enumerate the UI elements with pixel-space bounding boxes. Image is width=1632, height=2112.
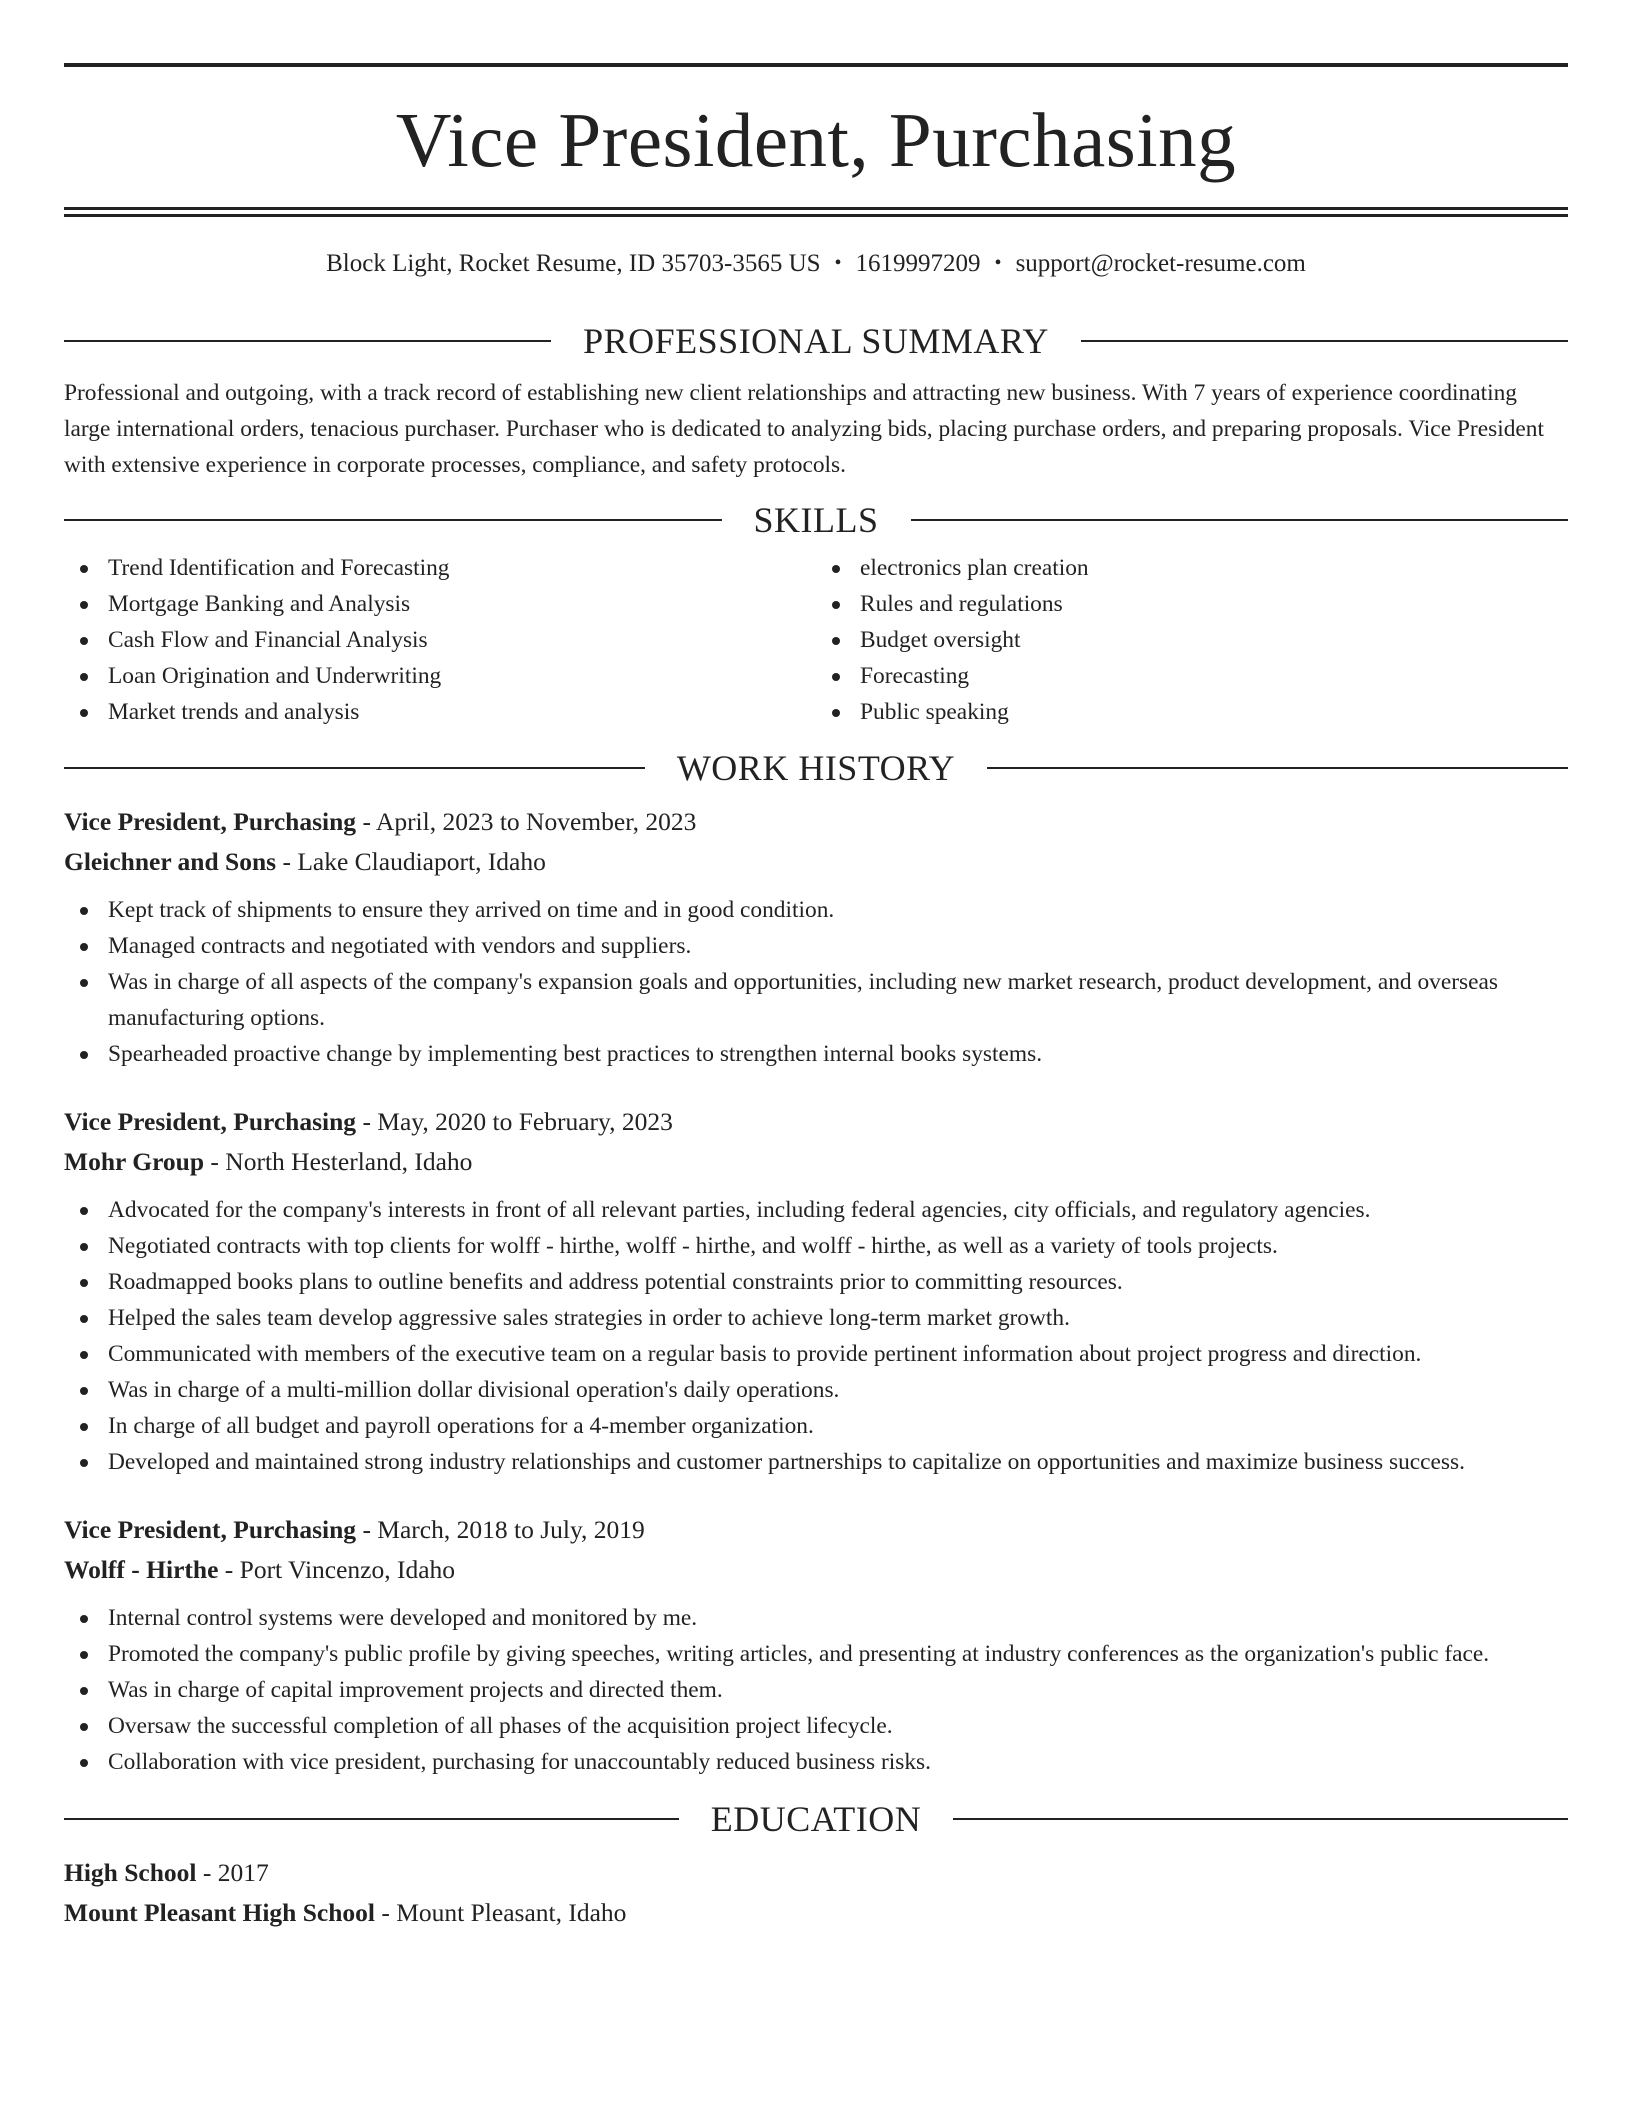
section-heading-summary: [64, 323, 1568, 359]
job-title: Vice President, Purchasing: [64, 1107, 357, 1136]
job-bullet: Spearheaded proactive change by implementing best practices to strengthen internal books systems.: [64, 1036, 1568, 1072]
skill-item: Public speaking: [816, 694, 1568, 730]
section-title-summary: PROFESSIONAL SUMMARY: [583, 321, 1049, 361]
section-heading-work: [64, 750, 1568, 786]
job-bullet: Roadmapped books plans to outline benefits and address potential constraints prior to committing resources.: [64, 1264, 1568, 1300]
job-location: - Port Vincenzo, Idaho: [218, 1555, 456, 1584]
job-bullet: Collaboration with vice president, purchasing for unaccountably reduced business risks.: [64, 1744, 1568, 1780]
job-bullet: Kept track of shipments to ensure they arrived on time and in good condition.: [64, 892, 1568, 928]
heading-rule-left: [64, 767, 645, 769]
top-rule: [64, 63, 1568, 67]
job-entry: [64, 1510, 1568, 1780]
title-double-rule: [64, 207, 1568, 217]
job-title-line: [64, 802, 1568, 842]
heading-rule-left: [64, 1818, 679, 1820]
job-entry: [64, 1102, 1568, 1480]
job-bullets: [64, 1600, 1568, 1780]
contact-phone: 1619997209: [855, 250, 981, 277]
education-entry: [64, 1853, 1568, 1933]
section-heading-skills: [64, 502, 1568, 538]
contact-separator: •: [834, 252, 842, 274]
heading-rule-right: [911, 519, 1569, 521]
job-bullet: Was in charge of capital improvement projects and directed them.: [64, 1672, 1568, 1708]
job-company-line: [64, 842, 1568, 882]
heading-rule-left: [64, 340, 551, 342]
job-bullet: In charge of all budget and payroll operations for a 4-member organization.: [64, 1408, 1568, 1444]
section-title-education: EDUCATION: [710, 1799, 922, 1839]
skill-item: electronics plan creation: [816, 550, 1568, 586]
job-bullet: Oversaw the successful completion of all phases of the acquisition project lifecycle.: [64, 1708, 1568, 1744]
education-school: Mount Pleasant High School: [64, 1898, 375, 1927]
job-bullet: Was in charge of a multi-million dollar divisional operation's daily operations.: [64, 1372, 1568, 1408]
education-degree: High School: [64, 1858, 197, 1887]
job-company: Gleichner and Sons: [64, 847, 277, 876]
job-entry: [64, 802, 1568, 1072]
job-dates: - May, 2020 to February, 2023: [356, 1107, 673, 1136]
contact-line: [64, 251, 1568, 276]
heading-rule-right: [987, 767, 1568, 769]
job-location: - North Hesterland, Idaho: [204, 1147, 473, 1176]
job-dates: - April, 2023 to November, 2023: [356, 807, 697, 836]
job-bullet: Managed contracts and negotiated with vendors and suppliers.: [64, 928, 1568, 964]
skills-column-left: [64, 550, 816, 730]
skills-list: [64, 550, 1568, 730]
education-school-line: [64, 1893, 1568, 1933]
education-year: - 2017: [196, 1858, 269, 1887]
skill-item: Forecasting: [816, 658, 1568, 694]
skill-item: Cash Flow and Financial Analysis: [64, 622, 816, 658]
job-company-line: [64, 1142, 1568, 1182]
job-company: Wolff - Hirthe: [64, 1555, 219, 1584]
contact-separator: •: [994, 252, 1002, 274]
resume-title: Vice President, Purchasing: [395, 97, 1237, 183]
education-location: - Mount Pleasant, Idaho: [375, 1898, 627, 1927]
job-location: - Lake Claudiaport, Idaho: [276, 847, 546, 876]
job-bullets: [64, 892, 1568, 1072]
skills-column-right: [816, 550, 1568, 730]
job-bullet: Helped the sales team develop aggressive sales strategies in order to achieve long-term market growth.: [64, 1300, 1568, 1336]
contact-email: support@rocket-resume.com: [1015, 250, 1306, 277]
skill-item: Mortgage Banking and Analysis: [64, 586, 816, 622]
heading-rule-right: [953, 1818, 1568, 1820]
section-heading-education: [64, 1801, 1568, 1837]
job-company-line: [64, 1550, 1568, 1590]
job-bullet: Internal control systems were developed and monitored by me.: [64, 1600, 1568, 1636]
skill-item: Loan Origination and Underwriting: [64, 658, 816, 694]
job-bullet: Communicated with members of the executive team on a regular basis to provide pertinent information about project progress and direction.: [64, 1336, 1568, 1372]
skill-item: Rules and regulations: [816, 586, 1568, 622]
skill-item: Budget oversight: [816, 622, 1568, 658]
education-degree-line: [64, 1853, 1568, 1893]
job-title: Vice President, Purchasing: [64, 807, 357, 836]
job-company: Mohr Group: [64, 1147, 205, 1176]
job-bullet: Negotiated contracts with top clients for wolff - hirthe, wolff - hirthe, and wolff - hirthe, as well as a variety of tools projects.: [64, 1228, 1568, 1264]
contact-address: Block Light, Rocket Resume, ID 35703-3565 US: [326, 250, 821, 277]
skill-item: Market trends and analysis: [64, 694, 816, 730]
job-title-line: [64, 1102, 1568, 1142]
job-title: Vice President, Purchasing: [64, 1515, 357, 1544]
section-title-skills: SKILLS: [753, 500, 879, 540]
job-bullet: Advocated for the company's interests in front of all relevant parties, including federal agencies, city officials, and regulatory agencies.: [64, 1192, 1568, 1228]
job-bullet: Promoted the company's public profile by giving speeches, writing articles, and presenting at industry conferences as the organization's public face.: [64, 1636, 1568, 1672]
section-title-work: WORK HISTORY: [676, 748, 956, 788]
job-bullet: Developed and maintained strong industry relationships and customer partnerships to capitalize on opportunities and maximize business success.: [64, 1444, 1568, 1480]
heading-rule-left: [64, 519, 722, 521]
job-dates: - March, 2018 to July, 2019: [356, 1515, 645, 1544]
job-title-line: [64, 1510, 1568, 1550]
heading-rule-right: [1081, 340, 1568, 342]
skill-item: Trend Identification and Forecasting: [64, 550, 816, 586]
summary-text: Professional and outgoing, with a track record of establishing new client relationships and attracting new business. With 7 years of experience coordinating large international orders, tenacious purchaser. Purchaser who is dedicated to analyzing bids, placing purchase orders, and preparing proposals. Vice President with extensive experience in corporate processes, compliance, and safety protocols.: [64, 380, 1544, 478]
job-bullet: Was in charge of all aspects of the company's expansion goals and opportunities, including new market research, product development, and overseas manufacturing options.: [64, 964, 1568, 1036]
job-bullets: [64, 1192, 1568, 1480]
